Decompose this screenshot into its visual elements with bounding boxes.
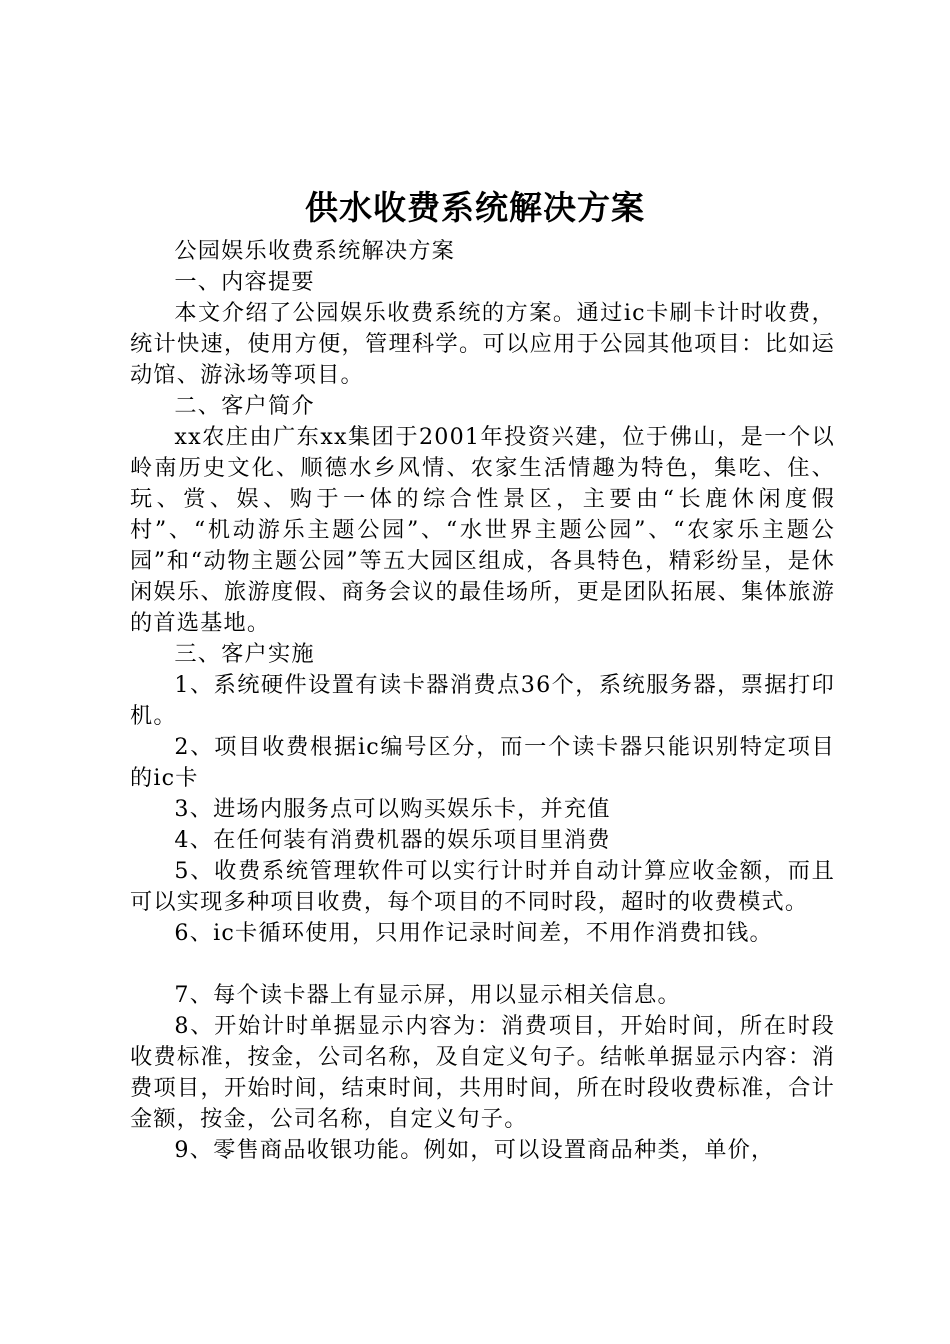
list-item-5: 5、收费系统管理软件可以实行计时并自动计算应收金额，而且可以实现多种项目收费，每个项目的不同时段，超时的收费模式。 xyxy=(130,858,835,915)
client-paragraph: xx农庄由广东xx集团于2001年投资兴建，位于佛山，是一个以岭南历史文化、顺德水乡风情、农家生活情趣为特色，集吃、住、玩、赏、娱、购于一体的综合性景区，主要由“长鹿休闲度假村”、“机动游乐主题公园”、“水世界主题公园”、“农家乐主题公园”和“动物主题公园”等五大园区组成，各具特色，精彩纷呈，是休闲娱乐、旅游度假、商务会议的最佳场所，更是团队拓展、集体旅游的首选基地。 xyxy=(130,424,835,636)
list-item-8: 8、开始计时单据显示内容为：消费项目，开始时间，所在时段收费标准，按金，公司名称，及自定义句子。结帐单据显示内容：消费项目，开始时间，结束时间，共用时间，所在时段收费标准，合计金额，按金，公司名称，自定义句子。 xyxy=(130,1013,835,1132)
document-title: 供水收费系统解决方案 xyxy=(305,188,645,227)
summary-paragraph: 本文介绍了公园娱乐收费系统的方案。通过ic卡刷卡计时收费，统计快速，使用方便，管理科学。可以应用于公园其他项目：比如运动馆、游泳场等项目。 xyxy=(130,300,835,388)
section-heading-summary: 一、内容提要 xyxy=(174,269,315,295)
subtitle-paragraph: 公园娱乐收费系统解决方案 xyxy=(174,238,456,264)
blank-line xyxy=(130,949,835,980)
list-item-1: 1、系统硬件设置有读卡器消费点36个，系统服务器，票据打印机。 xyxy=(130,672,835,729)
section-heading-client: 二、客户简介 xyxy=(174,393,315,419)
list-item-6: 6、ic卡循环使用，只用作记录时间差，不用作消费扣钱。 xyxy=(174,920,773,946)
list-item-3: 3、进场内服务点可以购买娱乐卡，并充值 xyxy=(174,796,611,822)
document-body xyxy=(130,236,835,1166)
list-item-4: 4、在任何装有消费机器的娱乐项目里消费 xyxy=(174,827,611,853)
list-item-9: 9、零售商品收银功能。例如，可以设置商品种类，单价， xyxy=(174,1137,775,1163)
list-item-2: 2、项目收费根据ic编号区分，而一个读卡器只能识别特定项目的ic卡 xyxy=(130,734,835,791)
section-heading-implementation: 三、客户实施 xyxy=(174,641,315,667)
list-item-7: 7、每个读卡器上有显示屏，用以显示相关信息。 xyxy=(174,982,681,1008)
